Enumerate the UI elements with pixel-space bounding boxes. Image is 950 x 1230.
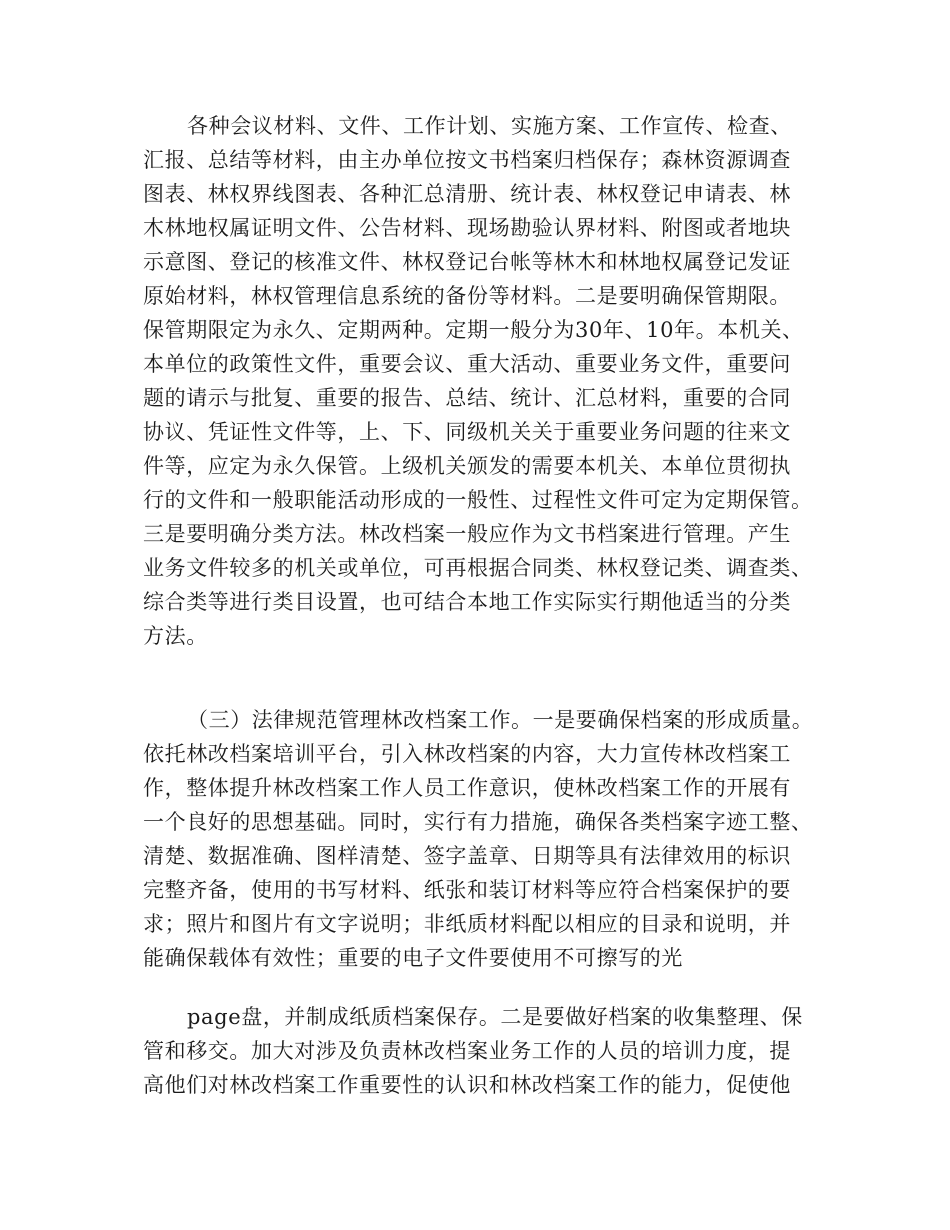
text-line: 本单位的政策性文件，重要会议、重大活动、重要业务文件，重要问 <box>143 352 791 376</box>
paragraph-archive-materials <box>143 109 823 653</box>
text-line: 作，整体提升林改档案工作人员工作意识，使林改档案工作的开展有 <box>143 776 791 800</box>
text-line: （三）法律规范管理林改档案工作。一是要确保档案的形成质量。 <box>187 708 814 732</box>
text-line: 木林地权属证明文件、公告材料、现场勘验认界材料、附图或者地块 <box>143 216 791 240</box>
paragraph-collection-transfer <box>143 1000 823 1102</box>
text-line: 依托林改档案培训平台，引入林改档案的内容，大力宣传林改档案工 <box>143 742 791 766</box>
text-line: 保管期限定为永久、定期两种。定期一般分为30年、10年。本机关、 <box>143 318 804 342</box>
text-line: 能确保载体有效性；重要的电子文件要使用不可擦写的光 <box>143 946 683 970</box>
text-line: 图表、林权界线图表、各种汇总清册、统计表、林权登记申请表、林 <box>143 182 791 206</box>
paragraph-legal-management <box>143 703 823 975</box>
text-line: 件等，应定为永久保管。上级机关颁发的需要本机关、本单位贯彻执 <box>143 454 791 478</box>
text-line: 高他们对林改档案工作重要性的认识和林改档案工作的能力，促使他 <box>143 1073 791 1097</box>
text-line: 一个良好的思想基础。同时，实行有力措施，确保各类档案字迹工整、 <box>143 810 813 834</box>
text-line: 管和移交。加大对涉及负责林改档案业务工作的人员的培训力度，提 <box>143 1039 791 1063</box>
text-line: page盘，并制成纸质档案保存。二是要做好档案的收集整理、保 <box>187 1005 803 1029</box>
text-line: 方法。 <box>143 624 208 648</box>
text-line: 汇报、总结等材料，由主办单位按文书档案归档保存；森林资源调查 <box>143 148 791 172</box>
text-line: 题的请示与批复、重要的报告、总结、统计、汇总材料，重要的合同 <box>143 386 791 410</box>
text-line: 协议、凭证性文件等，上、下、同级机关关于重要业务问题的往来文 <box>143 420 791 444</box>
text-line: 示意图、登记的核准文件、林权登记台帐等林木和林地权属登记发证 <box>143 250 791 274</box>
text-line: 求；照片和图片有文字说明；非纸质材料配以相应的目录和说明，并 <box>143 912 791 936</box>
text-line: 清楚、数据准确、图样清楚、签字盖章、日期等具有法律效用的标识 <box>143 844 791 868</box>
text-line: 三是要明确分类方法。林改档案一般应作为文书档案进行管理。产生 <box>143 522 791 546</box>
text-line: 完整齐备，使用的书写材料、纸张和装订材料等应符合档案保护的要 <box>143 878 791 902</box>
text-line: 原始材料，林权管理信息系统的备份等材料。二是要明确保管期限。 <box>143 284 791 308</box>
text-line: 业务文件较多的机关或单位，可再根据合同类、林权登记类、调查类、 <box>143 556 813 580</box>
text-line: 各种会议材料、文件、工作计划、实施方案、工作宣传、检查、 <box>187 114 792 138</box>
text-line: 综合类等进行类目设置，也可结合本地工作实际实行期他适当的分类 <box>143 590 791 614</box>
text-line: 行的文件和一般职能活动形成的一般性、过程性文件可定为定期保管。 <box>143 488 813 512</box>
